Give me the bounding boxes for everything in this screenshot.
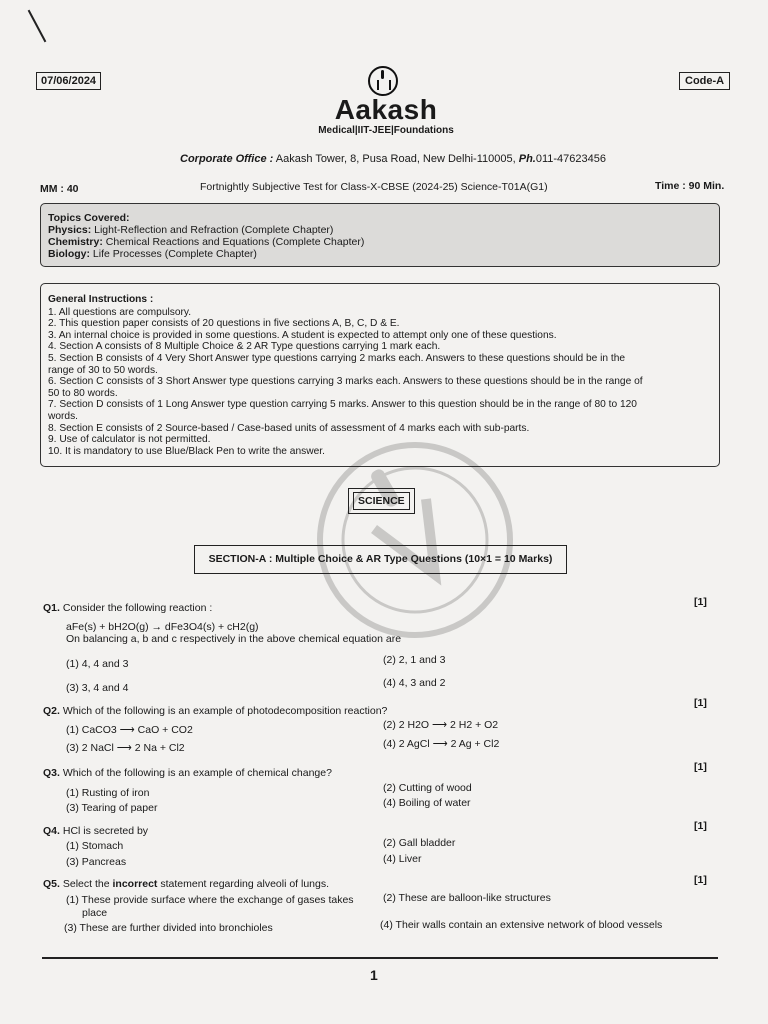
- question-marks: [1]: [694, 761, 707, 773]
- biology-topic: Life Processes (Complete Chapter): [92, 248, 257, 260]
- question-text-2: On balancing a, b and c respectively in the above chemical equation are: [66, 633, 402, 645]
- code-box: Code-A: [679, 72, 730, 90]
- question-5: [43, 878, 329, 890]
- instruction-item: 3. An internal choice is provided in some questions. A student is expected to attempt only one of these questions.: [48, 329, 557, 341]
- option-3: (3) Pancreas: [66, 856, 127, 868]
- question-3: [43, 767, 332, 779]
- instructions-heading: General Instructions :: [48, 294, 154, 305]
- corporate-label: Corporate Office :: [180, 153, 274, 165]
- option-3: (3) These are further divided into bronchioles: [64, 922, 273, 934]
- chemistry-label: Chemistry:: [48, 236, 103, 248]
- instruction-item: 2. This question paper consists of 20 questions in five sections A, B, C, D & E.: [48, 318, 400, 330]
- question-2: [43, 705, 387, 717]
- question-number: Q5.: [43, 878, 60, 890]
- question-number: Q1.: [43, 602, 60, 614]
- question-text: Which of the following is an example of photodecomposition reaction?: [62, 705, 388, 717]
- question-number: Q4.: [43, 825, 60, 837]
- instruction-item: 1. All questions are compulsory.: [48, 306, 192, 318]
- option-4: (4) 2 AgCl ⟶ 2 Ag + Cl2: [383, 738, 500, 750]
- option-1: (1) Rusting of iron: [66, 787, 150, 799]
- question-emphasis: incorrect: [112, 878, 158, 890]
- topics-box: [40, 203, 720, 267]
- question-text: Consider the following reaction :: [62, 602, 213, 614]
- question-text: Which of the following is an example of chemical change?: [62, 767, 332, 779]
- test-name: Fortnightly Subjective Test for Class-X-CBSE (2024-25) Science-T01A(G1): [200, 181, 548, 193]
- question-text: statement regarding alveoli of lungs.: [160, 878, 330, 890]
- option-4: (4) 4, 3 and 2: [383, 677, 446, 689]
- question-equation: aFe(s) + bH2O(g) → dFe3O4(s) + cH2(g): [66, 621, 259, 633]
- question-marks: [1]: [694, 874, 707, 886]
- section-title: SECTION-A : Multiple Choice & AR Type Questions (10×1 = 10 Marks): [194, 545, 567, 574]
- phone-number: 011-47623456: [535, 153, 607, 165]
- footer-rule: [42, 957, 718, 959]
- instruction-item: 5. Section B consists of 4 Very Short Answer type questions carrying 2 marks each. Answers to these questions should be in the: [48, 352, 626, 364]
- option-1: (1) CaCO3 ⟶ CaO + CO2: [66, 724, 193, 736]
- corporate-address: Aakash Tower, 8, Pusa Road, New Delhi-110005,: [275, 153, 516, 165]
- pen-stroke-mark: [28, 10, 47, 43]
- option-3: (3) 2 NaCl ⟶ 2 Na + Cl2: [66, 742, 185, 754]
- instruction-item: 6. Section C consists of 3 Short Answer type questions carrying 3 marks each. Answers to these questions should be in the range of: [48, 376, 643, 388]
- option-1: (1) 4, 4 and 3: [66, 658, 129, 670]
- topics-heading: Topics Covered:: [48, 212, 130, 224]
- phone-label: Ph.: [518, 153, 536, 165]
- corporate-office: [180, 153, 606, 165]
- physics-topic: Light-Reflection and Refraction (Complete Chapter): [94, 224, 334, 236]
- option-3: (3) 3, 4 and 4: [66, 682, 129, 694]
- instruction-item: words.: [48, 410, 79, 422]
- option-2: (2) Cutting of wood: [383, 782, 472, 794]
- time-limit: Time : 90 Min.: [655, 180, 725, 192]
- brand-name: Aakash: [334, 94, 438, 125]
- subject-label-box: [348, 488, 415, 514]
- question-1: [43, 602, 212, 614]
- instruction-item: 7. Section D consists of 1 Long Answer type question carrying 5 marks. Answer to this question should be in the range of 80 to 120: [48, 399, 637, 411]
- instruction-item: 9. Use of calculator is not permitted.: [48, 434, 211, 446]
- option-1: (1) These provide surface where the exchange of gases takes: [66, 894, 354, 906]
- max-marks: MM : 40: [40, 183, 79, 195]
- option-1-continued: place: [82, 907, 108, 919]
- option-1: (1) Stomach: [66, 840, 124, 852]
- option-2: (2) 2, 1 and 3: [383, 654, 446, 666]
- question-marks: [1]: [694, 697, 707, 709]
- option-4: (4) Boiling of water: [383, 797, 471, 809]
- instruction-item: 8. Section E consists of 2 Source-based / Case-based units of assessment of 4 marks each with sub-parts.: [48, 422, 530, 434]
- brand-tagline: Medical|IIT-JEE|Foundations: [318, 125, 454, 136]
- question-text: Select the: [62, 878, 110, 890]
- aakash-logo-icon: [368, 66, 398, 96]
- subject-label: SCIENCE: [353, 492, 410, 510]
- option-4: (4) Liver: [383, 853, 422, 865]
- question-number: Q3.: [43, 767, 60, 779]
- instruction-item: 50 to 80 words.: [48, 387, 118, 399]
- question-text: HCl is secreted by: [62, 825, 149, 837]
- biology-label: Biology:: [48, 248, 90, 260]
- instruction-item: range of 30 to 50 words.: [48, 364, 158, 376]
- option-4: (4) Their walls contain an extensive network of blood vessels: [380, 919, 663, 931]
- option-2: (2) These are balloon-like structures: [383, 892, 551, 904]
- option-2: (2) 2 H2O ⟶ 2 H2 + O2: [383, 719, 499, 731]
- question-4: [43, 825, 148, 837]
- date-box: 07/06/2024: [36, 72, 101, 90]
- chemistry-topic: Chemical Reactions and Equations (Complete Chapter): [105, 236, 365, 248]
- question-marks: [1]: [694, 596, 707, 608]
- instruction-item: 4. Section A consists of 8 Multiple Choice & 2 AR Type questions carrying 1 mark each.: [48, 341, 441, 353]
- page-number: 1: [370, 967, 378, 983]
- instruction-item: 10. It is mandatory to use Blue/Black Pen to write the answer.: [48, 445, 325, 457]
- question-number: Q2.: [43, 705, 60, 717]
- physics-label: Physics:: [48, 224, 92, 236]
- option-2: (2) Gall bladder: [383, 837, 456, 849]
- option-3: (3) Tearing of paper: [66, 802, 158, 814]
- question-marks: [1]: [694, 820, 707, 832]
